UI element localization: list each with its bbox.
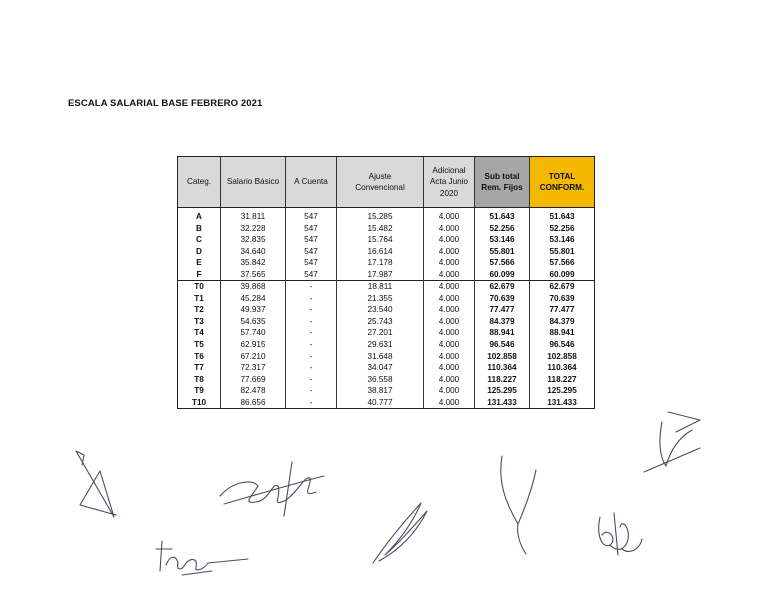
cell-total-conform: 131.433 <box>530 397 595 409</box>
cell-a-cuenta: - <box>286 397 337 409</box>
cell-total-conform: 125.295 <box>530 385 595 397</box>
cell-a-cuenta: 547 <box>286 269 337 281</box>
cell-categ: T5 <box>194 340 204 350</box>
cell-adicional-acta: 4.000 <box>424 208 475 223</box>
cell-total-conform: 102.858 <box>530 351 595 363</box>
table-row <box>178 362 595 374</box>
cell-total-conform: 62.679 <box>530 281 595 293</box>
table-row <box>178 304 595 316</box>
cell-categ: F <box>196 269 202 279</box>
cell-ajuste-convencional: 17.178 <box>337 257 424 269</box>
cell-salario-basico: 35.842 <box>221 257 286 269</box>
cell-total-conform: 110.364 <box>530 362 595 374</box>
cell-adicional-acta: 4.000 <box>424 362 475 374</box>
cell-adicional-acta: 4.000 <box>424 293 475 305</box>
cell-adicional-acta: 4.000 <box>424 223 475 235</box>
signature-4 <box>365 495 440 570</box>
cell-total-conform: 84.379 <box>530 316 595 328</box>
cell-salario-basico: 32.228 <box>221 223 286 235</box>
table-row <box>178 281 595 293</box>
cell-adicional-acta: 4.000 <box>424 316 475 328</box>
cell-total-conform: 77.477 <box>530 304 595 316</box>
cell-categ: E <box>196 258 202 268</box>
cell-categ: A <box>196 212 202 221</box>
cell-ajuste-convencional: 29.631 <box>337 339 424 351</box>
cell-a-cuenta: - <box>286 293 337 305</box>
cell-subtotal: 70.639 <box>475 293 530 305</box>
cell-a-cuenta: - <box>286 362 337 374</box>
cell-subtotal: 60.099 <box>475 269 530 281</box>
cell-salario-basico: 86.656 <box>221 397 286 409</box>
cell-total-conform: 57.566 <box>530 257 595 269</box>
cell-salario-basico: 72.317 <box>221 362 286 374</box>
cell-total-conform: 96.546 <box>530 339 595 351</box>
cell-categ: T2 <box>194 305 204 315</box>
cell-subtotal: 84.379 <box>475 316 530 328</box>
cell-categ: T7 <box>194 363 204 373</box>
cell-a-cuenta: - <box>286 385 337 397</box>
table-row <box>178 385 595 397</box>
cell-total-conform: 118.227 <box>530 374 595 386</box>
cell-categ: T8 <box>194 374 204 384</box>
cell-subtotal: 88.941 <box>475 327 530 339</box>
cell-adicional-acta: 4.000 <box>424 304 475 316</box>
cell-adicional-acta: 4.000 <box>424 339 475 351</box>
salary-table-container <box>177 156 595 409</box>
table-row <box>178 208 595 223</box>
table-row <box>178 351 595 363</box>
cell-salario-basico: 32.835 <box>221 234 286 246</box>
cell-ajuste-convencional: 21.355 <box>337 293 424 305</box>
cell-salario-basico: 45.284 <box>221 293 286 305</box>
cell-salario-basico: 39.868 <box>221 281 286 293</box>
cell-a-cuenta: - <box>286 316 337 328</box>
cell-ajuste-convencional: 15.764 <box>337 234 424 246</box>
cell-salario-basico: 82.478 <box>221 385 286 397</box>
cell-categ: T1 <box>194 293 204 303</box>
cell-categ: T9 <box>194 386 204 396</box>
cell-total-conform: 52.256 <box>530 223 595 235</box>
cell-ajuste-convencional: 31.648 <box>337 351 424 363</box>
cell-total-conform: 55.801 <box>530 246 595 258</box>
cell-categ: B <box>196 223 202 233</box>
cell-ajuste-convencional: 15.285 <box>337 208 424 223</box>
cell-salario-basico: 37.565 <box>221 269 286 281</box>
cell-subtotal: 125.295 <box>475 385 530 397</box>
cell-ajuste-convencional: 18.811 <box>337 281 424 293</box>
table-row <box>178 339 595 351</box>
cell-ajuste-convencional: 17.987 <box>337 269 424 281</box>
cell-salario-basico: 31.811 <box>221 208 286 223</box>
signature-5 <box>488 450 548 560</box>
table-row <box>178 293 595 305</box>
document-title: ESCALA SALARIAL BASE FEBRERO 2021 <box>68 98 263 109</box>
cell-a-cuenta: - <box>286 327 337 339</box>
header-total-conform: TOTAL CONFORM. <box>530 157 595 208</box>
table-row <box>178 374 595 386</box>
cell-categ: D <box>196 246 202 256</box>
cell-adicional-acta: 4.000 <box>424 281 475 293</box>
signature-1 <box>70 445 130 525</box>
cell-adicional-acta: 4.000 <box>424 269 475 281</box>
signature-7 <box>638 402 710 482</box>
cell-subtotal: 118.227 <box>475 374 530 386</box>
cell-subtotal: 62.679 <box>475 281 530 293</box>
header-subtotal: Sub total Rem. Fijos <box>475 157 530 208</box>
cell-a-cuenta: - <box>286 351 337 363</box>
cell-salario-basico: 62.915 <box>221 339 286 351</box>
cell-adicional-acta: 4.000 <box>424 257 475 269</box>
cell-subtotal: 110.364 <box>475 362 530 374</box>
table-row <box>178 327 595 339</box>
cell-salario-basico: 67.210 <box>221 351 286 363</box>
cell-adicional-acta: 4.000 <box>424 351 475 363</box>
header-salario-basico: Salario Básico <box>221 157 286 208</box>
cell-ajuste-convencional: 34.047 <box>337 362 424 374</box>
table-row <box>178 316 595 328</box>
cell-a-cuenta: 547 <box>286 223 337 235</box>
cell-total-conform: 53.146 <box>530 234 595 246</box>
table-body <box>178 208 595 409</box>
cell-adicional-acta: 4.000 <box>424 246 475 258</box>
cell-a-cuenta: 547 <box>286 208 337 223</box>
cell-a-cuenta: 547 <box>286 234 337 246</box>
cell-subtotal: 77.477 <box>475 304 530 316</box>
cell-a-cuenta: - <box>286 281 337 293</box>
cell-adicional-acta: 4.000 <box>424 374 475 386</box>
table-row <box>178 397 595 409</box>
table-row <box>178 234 595 246</box>
table-row <box>178 223 595 235</box>
cell-categ: C <box>196 235 202 245</box>
cell-categ: T6 <box>194 351 204 361</box>
cell-subtotal: 96.546 <box>475 339 530 351</box>
cell-subtotal: 51.643 <box>475 208 530 223</box>
table-header-row <box>178 157 595 208</box>
cell-a-cuenta: 547 <box>286 257 337 269</box>
cell-ajuste-convencional: 16.614 <box>337 246 424 258</box>
cell-ajuste-convencional: 36.558 <box>337 374 424 386</box>
cell-ajuste-convencional: 15.482 <box>337 223 424 235</box>
salary-scale-table <box>177 156 595 409</box>
cell-adicional-acta: 4.000 <box>424 234 475 246</box>
cell-subtotal: 52.256 <box>475 223 530 235</box>
cell-adicional-acta: 4.000 <box>424 385 475 397</box>
header-categ: Categ. <box>178 157 221 208</box>
cell-a-cuenta: - <box>286 304 337 316</box>
header-a-cuenta: A Cuenta <box>286 157 337 208</box>
cell-subtotal: 55.801 <box>475 246 530 258</box>
cell-a-cuenta: - <box>286 339 337 351</box>
cell-subtotal: 131.433 <box>475 397 530 409</box>
cell-total-conform: 88.941 <box>530 327 595 339</box>
cell-salario-basico: 57.740 <box>221 327 286 339</box>
cell-total-conform: 51.643 <box>530 208 595 223</box>
cell-ajuste-convencional: 25.743 <box>337 316 424 328</box>
cell-salario-basico: 77.669 <box>221 374 286 386</box>
signature-6 <box>592 505 652 565</box>
signature-3 <box>152 535 262 580</box>
cell-categ: T3 <box>194 316 204 326</box>
cell-subtotal: 53.146 <box>475 234 530 246</box>
cell-ajuste-convencional: 23.540 <box>337 304 424 316</box>
cell-salario-basico: 34.640 <box>221 246 286 258</box>
cell-ajuste-convencional: 38.817 <box>337 385 424 397</box>
cell-total-conform: 70.639 <box>530 293 595 305</box>
cell-adicional-acta: 4.000 <box>424 397 475 409</box>
cell-categ: T10 <box>191 397 207 407</box>
cell-categ: T0 <box>178 281 221 293</box>
cell-adicional-acta: 4.000 <box>424 327 475 339</box>
cell-salario-basico: 54.635 <box>221 316 286 328</box>
cell-categ: T4 <box>194 328 204 338</box>
cell-salario-basico: 49.937 <box>221 304 286 316</box>
cell-subtotal: 102.858 <box>475 351 530 363</box>
cell-a-cuenta: - <box>286 374 337 386</box>
cell-a-cuenta: 547 <box>286 246 337 258</box>
cell-subtotal: 57.566 <box>475 257 530 269</box>
cell-ajuste-convencional: 40.777 <box>337 397 424 409</box>
table-row <box>178 269 595 281</box>
table-row <box>178 246 595 258</box>
table-row <box>178 257 595 269</box>
header-ajuste-convencional: Ajuste Convencional <box>337 157 424 208</box>
header-adicional-acta: Adicional Acta Junio 2020 <box>424 157 475 208</box>
signature-2 <box>212 452 332 522</box>
cell-ajuste-convencional: 27.201 <box>337 327 424 339</box>
cell-total-conform: 60.099 <box>530 269 595 281</box>
